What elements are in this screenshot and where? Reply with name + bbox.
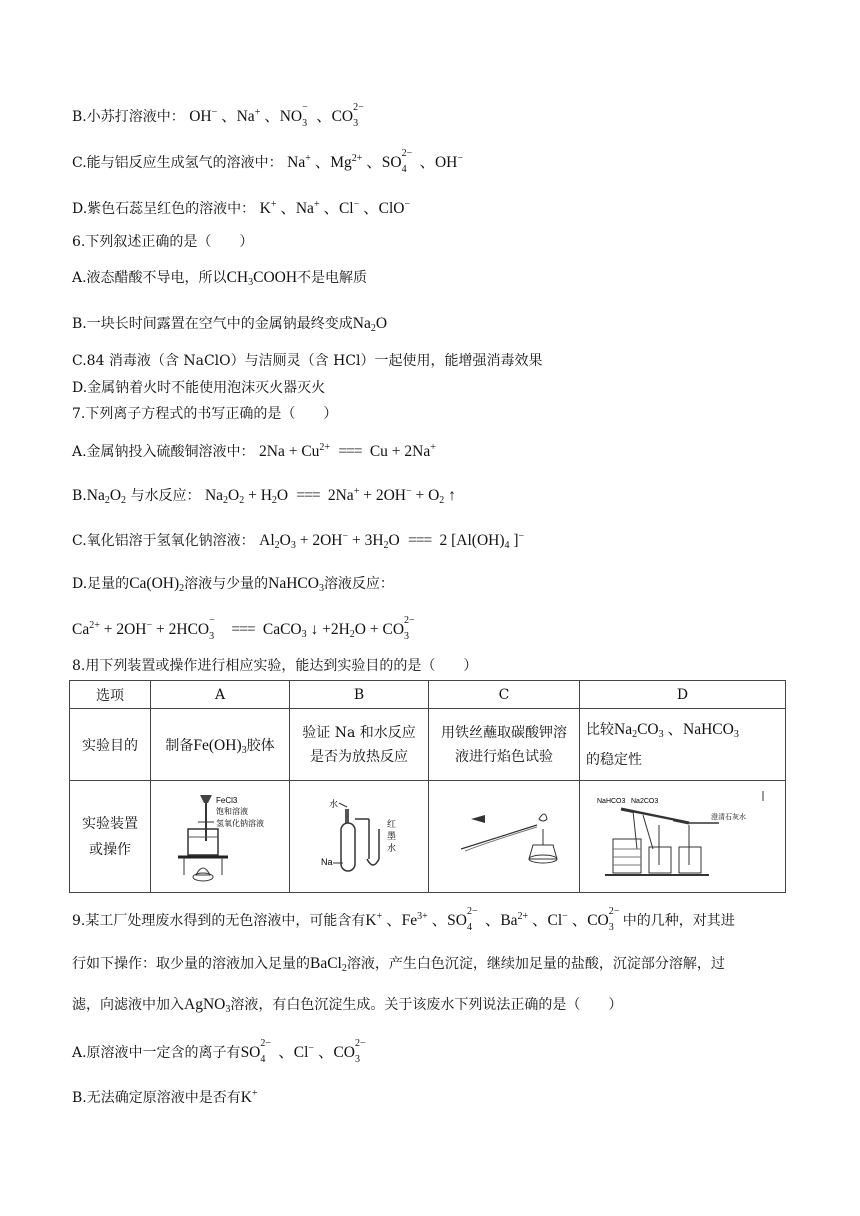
q7-stem: 7.下列离子方程式的书写正确的是（ ） xyxy=(72,406,338,422)
fig-label: NaHCO3 xyxy=(596,797,625,805)
apparatus-d-image xyxy=(580,781,786,893)
q7-option-d xyxy=(72,574,394,594)
q9-text: 滤，向滤液中加入 xyxy=(72,997,184,1013)
apparatus-c-image xyxy=(429,781,580,893)
q9-text: 行如下操作：取少量的溶液加入足量的 xyxy=(72,956,310,972)
equation: $Na_2O_2 + H_2O$ === $2Na^+ + 2OH^- + O_2$ ↑ xyxy=(204,486,456,506)
q9-text-2: 溶液，产生白色沉淀，继续加足量的盐酸，沉淀部分溶解，过 xyxy=(346,956,725,972)
formula: Na+ 、$Mg^{2+}$ 、SO 2− 4 、OH− xyxy=(287,148,464,175)
q9-stem-line1 xyxy=(72,906,735,933)
q7-d-text-2: 溶液与少量的 xyxy=(184,576,269,592)
formula: BaCl$_2$ xyxy=(310,955,347,974)
formula: AgNO$_3$ xyxy=(184,996,231,1015)
q7-a-text: A.金属钠投入硫酸铜溶液中： xyxy=(72,444,255,460)
q7-b-label: B. xyxy=(72,488,87,504)
q6-option-b xyxy=(72,314,387,334)
q9-a-text: A.原溶液中一定含的离子有 xyxy=(72,1045,241,1061)
equation: $Ca^{2+} + 2OH^- + 2HCO$ − 3 === CaCO$_3$ ↓ $+2H_2O$ + CO 2− 3 xyxy=(72,615,415,642)
table-row xyxy=(70,709,786,781)
q9-stem-line2 xyxy=(72,954,725,974)
fig-label: FeCl3 xyxy=(216,795,238,805)
q9-option-a xyxy=(72,1038,369,1065)
fig-label: 饱和溶液 xyxy=(216,806,248,816)
formula: $Na_2O_2$ xyxy=(86,487,127,506)
fig-label: 水 xyxy=(387,843,397,854)
goal-c: 用铁丝蘸取碳酸钾溶液进行焰色试验 xyxy=(429,709,580,781)
table-row xyxy=(70,781,786,893)
formula: $Na_2O$ xyxy=(352,315,388,334)
fig-label: 墨 xyxy=(387,831,397,842)
q6-a-text-2: 不是电解质 xyxy=(297,270,368,286)
fig-label: Na xyxy=(321,856,333,867)
formula: $Ca(OH)_2$ xyxy=(129,575,185,594)
q6-option-c: C.84 消毒液（含 NaClO）与洁厕灵（含 HCl）一起使用，能增强消毒效果 xyxy=(72,353,543,369)
q7-d-text: D.足量的 xyxy=(72,576,130,592)
q9-stem-line3 xyxy=(72,995,622,1015)
q6-option-a xyxy=(72,268,367,288)
row-label: 实验装置或操作 xyxy=(70,781,151,893)
q7-d-text-3: 溶液反应： xyxy=(323,576,394,592)
equation: $Al_2O_3 + 2OH^- + 3H_2O$ === 2 [$Al(OH)_4$ ]− xyxy=(259,531,525,551)
q6-b-text: B.一块长时间露置在空气中的金属钠最终变成 xyxy=(72,316,353,332)
header-cell: D xyxy=(580,681,786,709)
fig-label: Na2CO3 xyxy=(630,797,658,805)
formula: K+ 、$Fe^{3+}$ 、SO 2− 4 、$Ba^{2+}$ 、Cl− 、CO 2− 3 xyxy=(365,906,620,933)
q7-option-d-equation xyxy=(72,615,418,642)
header-cell: A xyxy=(151,681,290,709)
formula: K+ 、Na+ 、Cl− 、ClO− xyxy=(259,199,411,217)
apparatus-a-image xyxy=(151,781,290,893)
q9-text: 9.某工厂处理废水得到的无色溶液中，可能含有 xyxy=(72,913,366,929)
goal-d: 比较$Na_2CO_3$ 、NaHCO$_3$ 的稳定性 xyxy=(580,709,786,781)
q5-option-c xyxy=(72,148,464,175)
q6-option-d: D.金属钠着火时不能使用泡沫灭火器灭火 xyxy=(72,380,326,396)
header-cell: B xyxy=(290,681,429,709)
fig-label: 氢氧化钠溶液 xyxy=(216,818,264,828)
q7-option-b xyxy=(72,486,456,506)
q5-option-d xyxy=(72,199,410,219)
apparatus-b-image xyxy=(290,781,429,893)
q5-c-text: C.能与铝反应生成氢气的溶液中： xyxy=(72,155,283,171)
formula: NaHCO$_3$ xyxy=(268,575,324,594)
q6-a-text: A.液态醋酸不导电，所以 xyxy=(72,270,227,286)
q9-option-b xyxy=(72,1088,258,1108)
q9-text-2: 溶液，有白色沉淀生成。关于该废水下列说法正确的是（ ） xyxy=(230,997,623,1013)
formula: $CH_3COOH$ xyxy=(226,269,298,288)
equation: $2Na + Cu^{2+}$ === Cu + 2Na+ xyxy=(259,442,436,460)
formula: K+ xyxy=(240,1088,258,1106)
table-header-row xyxy=(70,681,786,709)
q9-text-2: 中的几种，对其进 xyxy=(622,913,735,929)
formula: OH− 、Na+ 、NO − 3 、CO 2− 3 xyxy=(189,102,364,129)
row-label: 实验目的 xyxy=(70,709,151,781)
q7-option-a xyxy=(72,442,436,462)
fig-label: 红 xyxy=(387,819,397,830)
header-cell: C xyxy=(429,681,580,709)
q7-option-c xyxy=(72,531,524,551)
q5-b-text: B.小苏打溶液中： xyxy=(72,109,185,125)
header-cell: 选项 xyxy=(70,681,151,709)
q9-b-text: B.无法确定原溶液中是否有 xyxy=(72,1090,241,1106)
q7-c-text: C.氧化铝溶于氢氧化钠溶液： xyxy=(72,533,255,549)
q5-d-text: D.紫色石蕊呈红色的溶液中： xyxy=(72,201,256,217)
q8-table xyxy=(69,680,786,893)
goal-a: 制备$Fe(OH)_3$胶体 xyxy=(151,709,290,781)
q8-stem: 8.用下列装置或操作进行相应实验，能达到实验目的的是（ ） xyxy=(72,658,478,674)
q6-stem: 6.下列叙述正确的是（ ） xyxy=(72,234,254,250)
q5-option-b xyxy=(72,102,367,129)
q7-b-text: 与水反应： xyxy=(130,488,201,504)
formula: SO 2− 4 、Cl− 、CO 2− 3 xyxy=(240,1038,366,1065)
fig-label: 水 xyxy=(329,799,339,810)
fig-label: 澄清石灰水 xyxy=(710,812,746,821)
goal-b: 验证 Na 和水反应是否为放热反应 xyxy=(290,709,429,781)
